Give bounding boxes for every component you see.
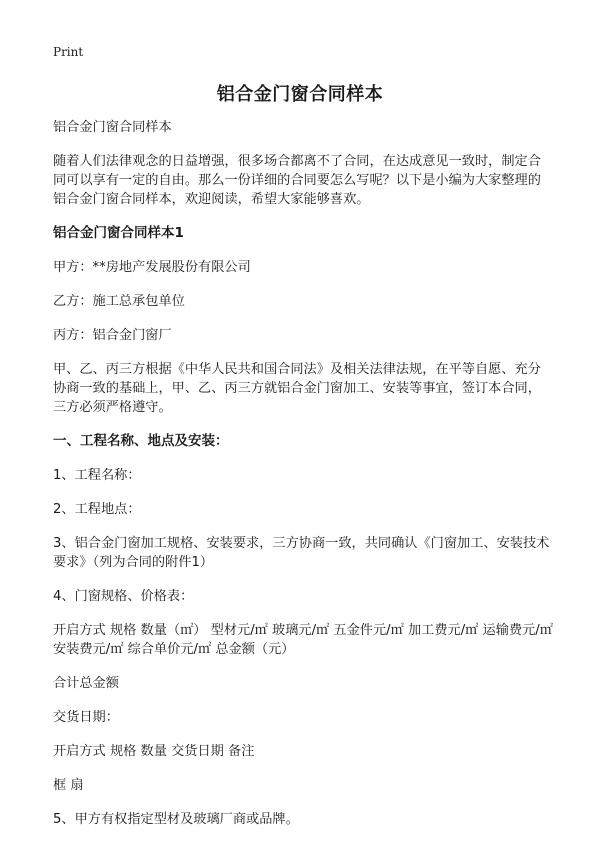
intro-paragraph: 随着人们法律观念的日益增强，很多场合都离不了合同，在达成意见一致时，制定合同可以享有一定的自由。那么一份详细的合同要怎么写呢？以下是小编为大家整理的铝合金门窗合同样本，欢迎阅读，希望大家能够喜欢。 — [53, 154, 541, 207]
document-title: 铝合金门窗合同样本 — [216, 84, 384, 105]
delivery-table-header: 开启方式 规格 数量 交货日期 备注 — [53, 744, 255, 759]
document-subtitle: 铝合金门窗合同样本 — [53, 120, 172, 135]
section-heading: 铝合金门窗合同样本1 — [53, 225, 184, 241]
item-project-location: 2、工程地点： — [53, 502, 141, 517]
document-body — [53, 118, 553, 844]
preamble-paragraph: 甲、乙、丙三方根据《中华人民共和国合同法》及相关法律法规，在平等自愿、充分协商一致的基础上，甲、乙、丙三方就铝合金门窗加工、安装等事宜，签订本合同，三方必须严格遵守。 — [53, 362, 541, 415]
item-spec-requirements: 3、铝合金门窗加工规格、安装要求，三方协商一致，共同确认《门窗加工、安装技术要求》（列为合同的附件1） — [53, 536, 550, 570]
party-c: 丙方：铝合金门窗厂 — [53, 328, 172, 343]
price-table-header: 开启方式 规格 数量（㎡） 型材元/㎡ 玻璃元/㎡ 五金件元/㎡ 加工费元/㎡ 运输费元/㎡ 安装费元/㎡ 综合单价元/㎡ 总金额（元） — [53, 623, 553, 657]
clause-heading: 一、工程名称、地点及安装： — [53, 433, 229, 449]
item-price-table: 4、门窗规格、价格表： — [53, 589, 194, 604]
frame-sash-label: 框 扇 — [53, 778, 84, 793]
item-project-name: 1、工程名称： — [53, 468, 141, 483]
party-b: 乙方：施工总承包单位 — [53, 294, 185, 309]
party-a: 甲方：**房地产发展股份有限公司 — [53, 260, 251, 275]
item-brand-right: 5、甲方有权指定型材及玻璃厂商或品牌。 — [53, 812, 299, 827]
total-amount-label: 合计总金额 — [53, 676, 119, 691]
delivery-date-label: 交货日期： — [53, 710, 119, 725]
print-link[interactable]: Print — [53, 45, 84, 59]
